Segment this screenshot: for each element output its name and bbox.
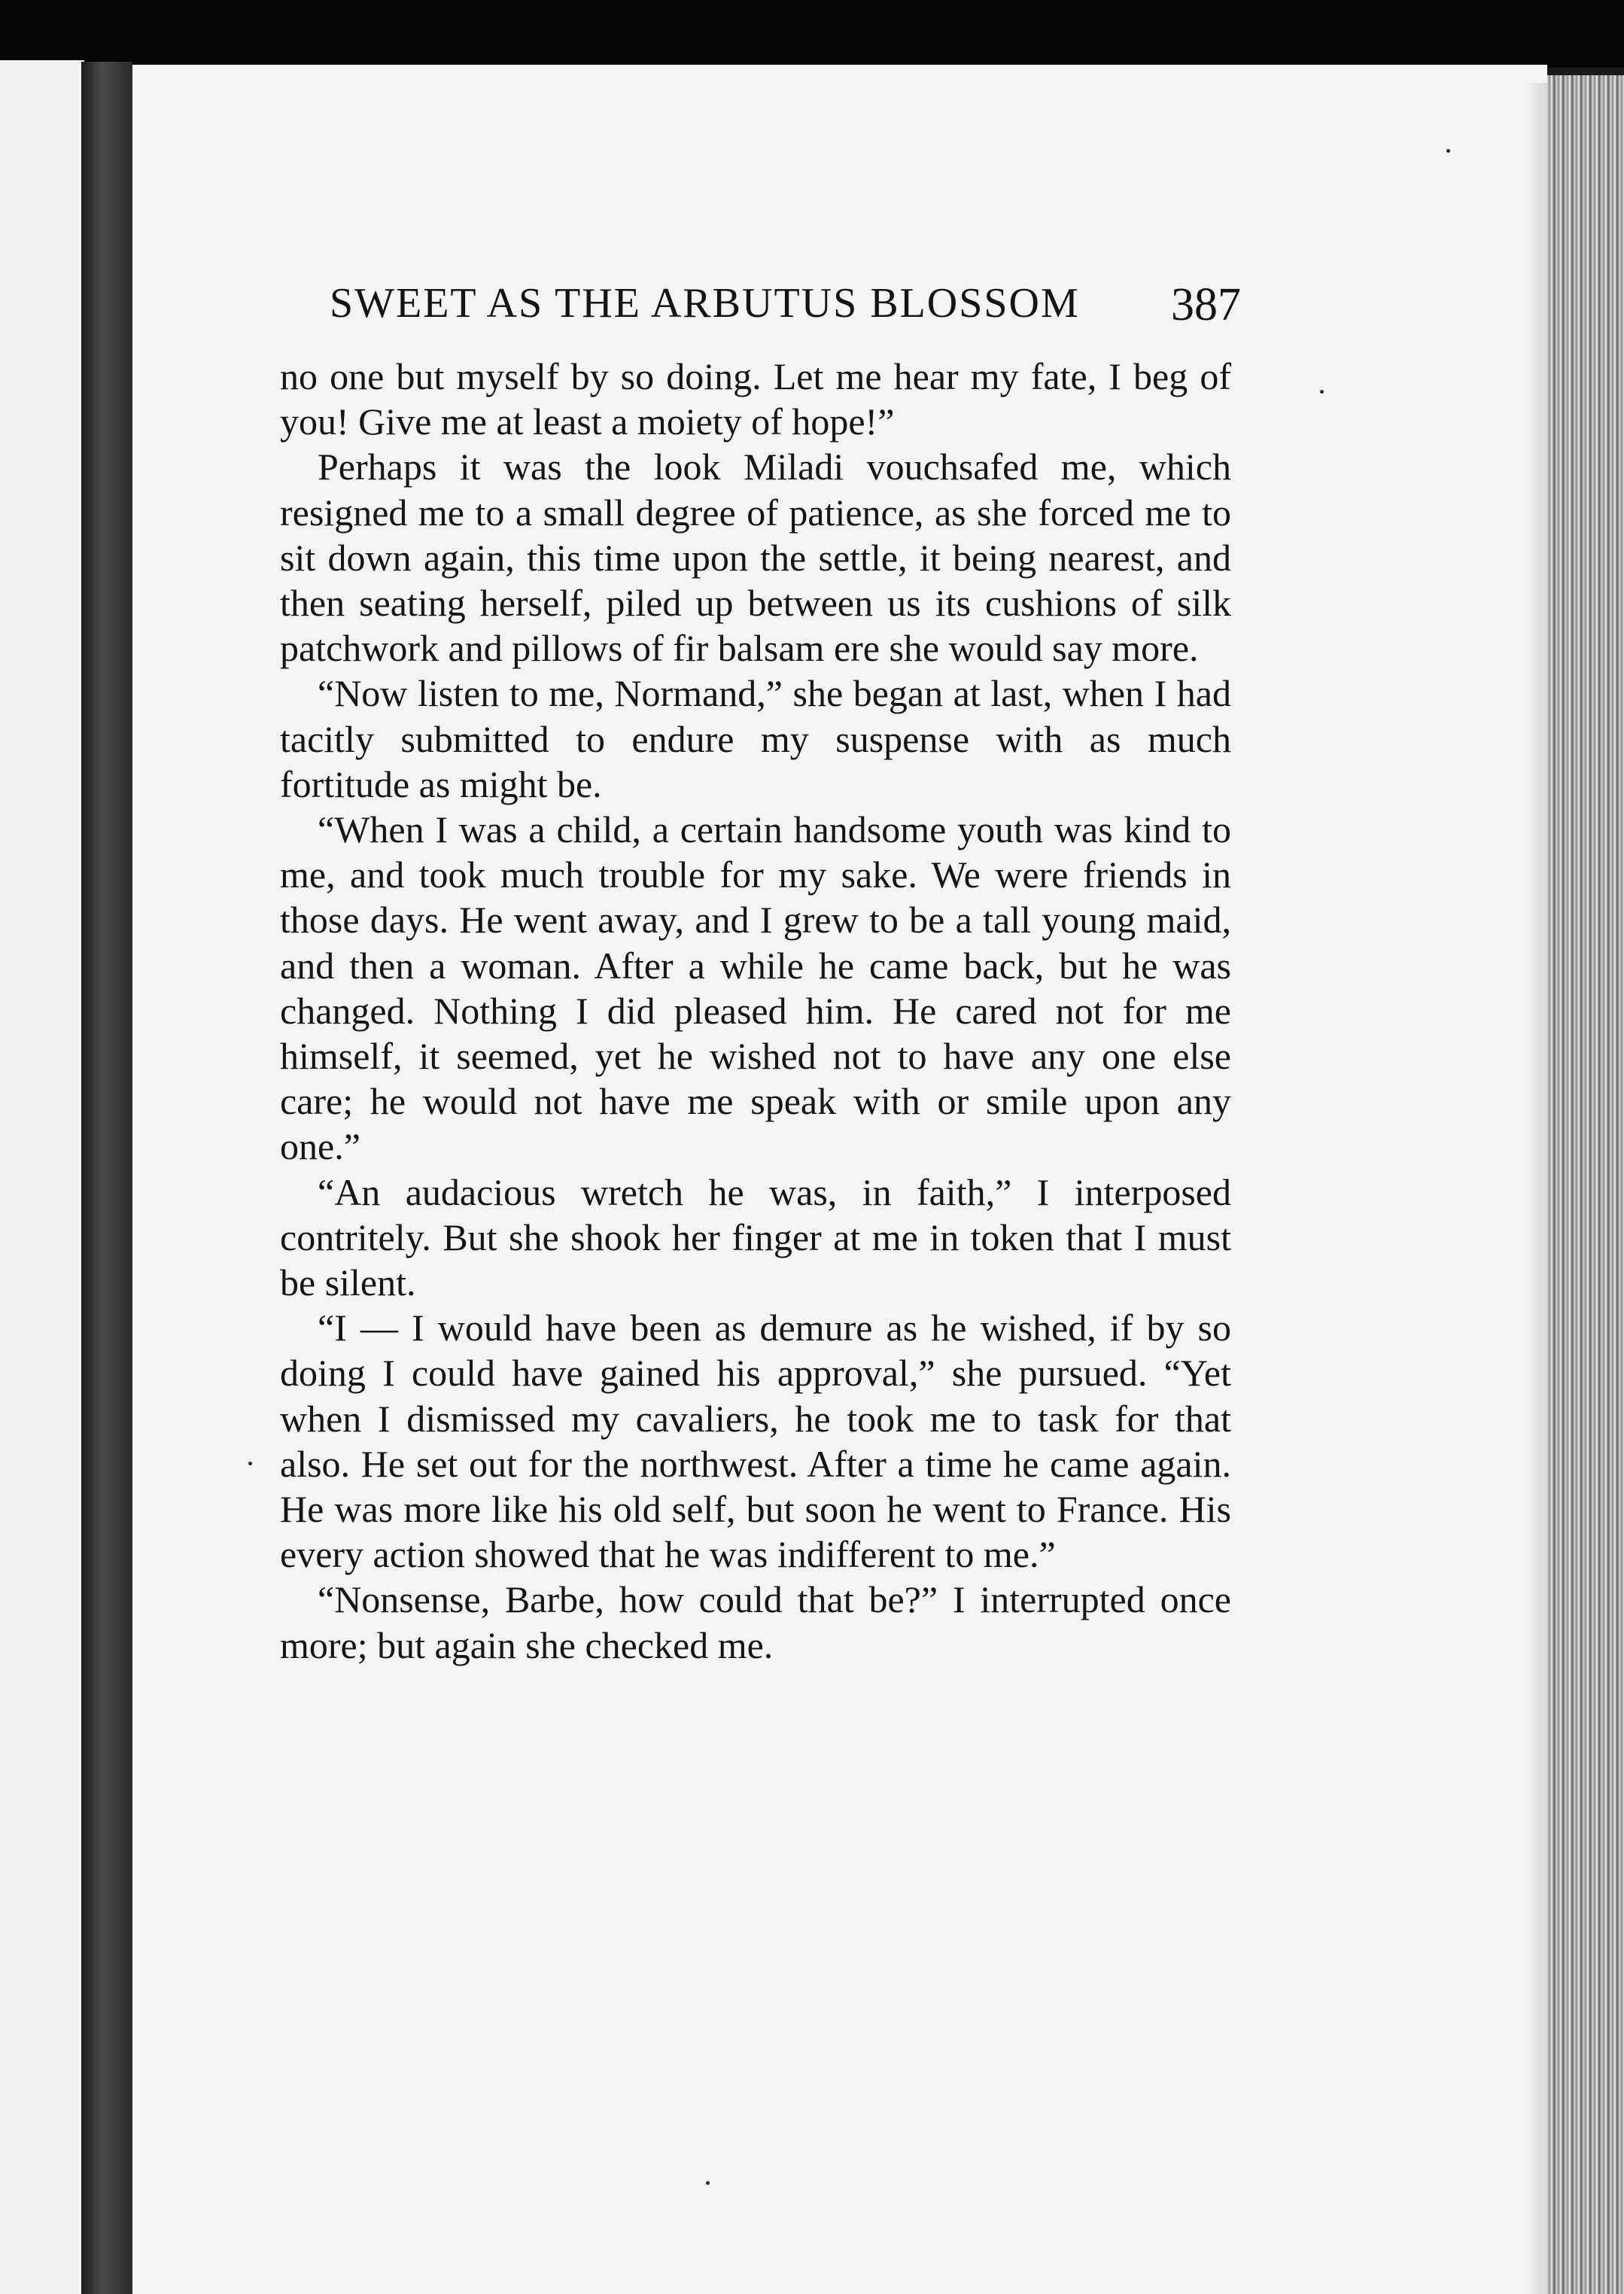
paragraph: “Nonsense, Barbe, how could that be?” I interrupted once more; but again she checked me. xyxy=(280,1578,1231,1666)
paragraph: “When I was a child, a certain handsome youth was kind to me, and took much trouble for my sake. We were friends in those days. He went away, and I grew to be a tall young maid, and then a woman. After a while he came back, but he was changed. Nothing I did pleased him. He cared not for me himself, it seemed, yet he wished not to have any one else care; he would not have me speak with or smile upon any one.” xyxy=(280,808,1231,1168)
body-text xyxy=(280,354,1231,1668)
paragraph: “I — I would have been as demure as he wished, if by so doing I could have gained his approval,” she pursued. “Yet when I dismissed my cavaliers, he took me to task for that also. He set out for the northwest. After a time he came again. He was more like his old self, but soon he went to France. His every action showed that he was indifferent to me.” xyxy=(280,1307,1231,1576)
ink-speck xyxy=(1320,390,1324,394)
running-head: SWEET AS THE ARBUTUS BLOSSOM xyxy=(330,280,1080,327)
page-edge-shadow xyxy=(1525,83,1547,2294)
facing-page-margin xyxy=(0,60,84,2294)
book-binding-gutter xyxy=(81,62,132,2294)
paragraph: no one but myself by so doing. Let me hear my fate, I beg of you! Give me at least a moiety of hope!” xyxy=(280,355,1231,443)
paragraph: “Now listen to me, Normand,” she began at last, when I had tacitly submitted to endure my suspense with as much fortitude as might be. xyxy=(280,672,1231,805)
ink-speck xyxy=(1446,149,1450,153)
page-number: 387 xyxy=(1171,279,1241,330)
ink-speck xyxy=(248,1462,252,1465)
paragraph: “An audacious wretch he was, in faith,” I interposed contritely. But she shook her finger at me in token that I must be silent. xyxy=(280,1170,1231,1304)
paragraph: Perhaps it was the look Miladi vouchsafed me, which resigned me to a small degree of patience, as she forced me to sit down again, this time upon the settle, it being nearest, and then seating herself, piled up between us its cushions of silk patchwork and pillows of fir balsam ere she would say more. xyxy=(280,446,1231,670)
scan-background-top xyxy=(0,0,1624,68)
ink-speck xyxy=(706,2181,710,2185)
page-stack-edge xyxy=(1547,75,1624,2294)
